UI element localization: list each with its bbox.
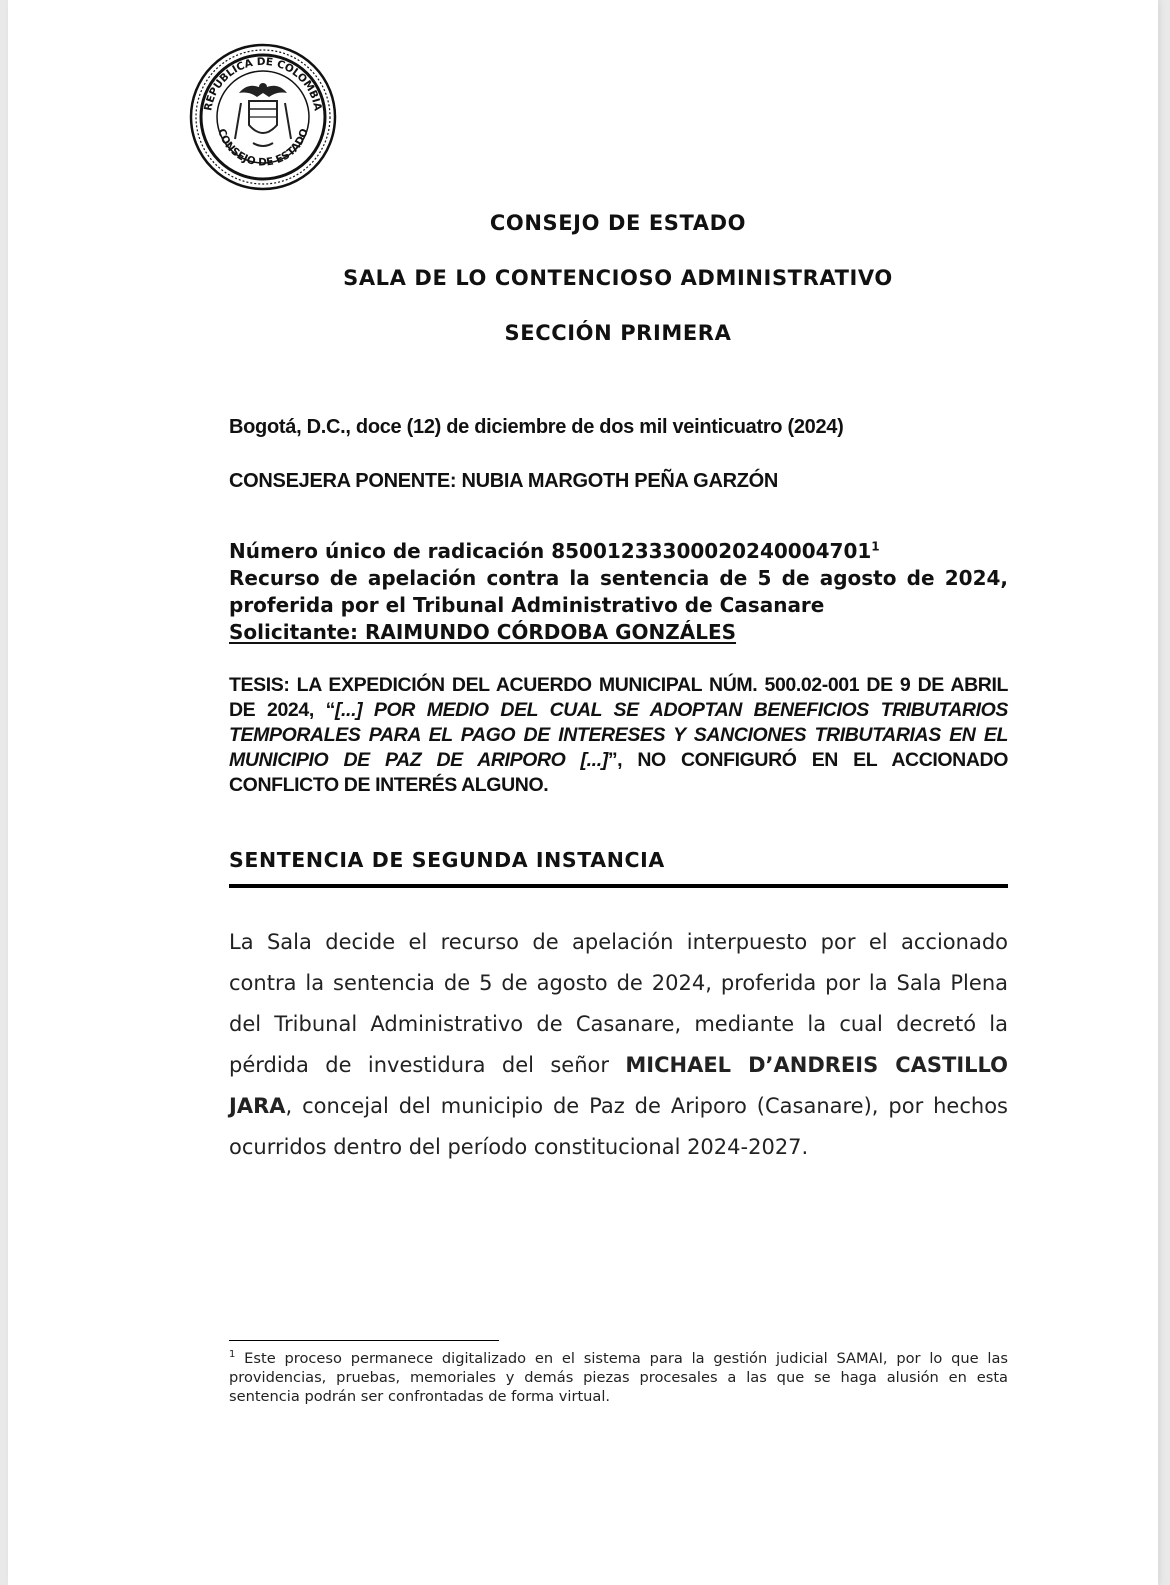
footnote-reference[interactable]: 1 [871, 539, 880, 554]
court-name-heading: CONSEJO DE ESTADO [489, 211, 747, 235]
document-page [8, 0, 1158, 1585]
svg-text:REPÚBLICA DE COLOMBIA: REPÚBLICA DE COLOMBIA [202, 55, 324, 112]
footnote-divider [229, 1340, 499, 1341]
svg-text:CONSEJO DE ESTADO: CONSEJO DE ESTADO [215, 127, 311, 169]
consejera-ponente: CONSEJERA PONENTE: NUBIA MARGOTH PEÑA GARZÓN [229, 470, 779, 492]
radicacion-block [229, 538, 1008, 646]
radicacion-number: Número único de radicación 85001233300020240004701$^1$ [229, 539, 880, 563]
chamber-heading: SALA DE LO CONTENCIOSO ADMINISTRATIVO [343, 266, 893, 290]
title-divider [229, 884, 1008, 888]
footnote: $^1$ Este proceso permanece digitalizado en el sistema para la gestión judicial SAMAI, por lo que las providencias, pruebas, memoriales y demás piezas procesales a las que se haga alusión en esta sentencia podrán ser confrontadas de forma virtual. [229, 1349, 1008, 1405]
date-line: Bogotá, D.C., doce (12) de diciembre de dos mil veinticuatro (2024) [229, 416, 844, 438]
body-paragraph: La Sala decide el recurso de apelación interpuesto por el accionado contra la sentencia de 5 de agosto de 2024, proferida por la Sala Plena del Tribunal Administrativo de Casanare, mediante la cual decretó la pérdida de investidura del señor MICHAEL D’ANDREIS CASTILLO JARA, concejal del municipio de Paz de Ariporo (Casanare), por hechos ocurridos dentro del período constitucional 2024-2027. [229, 930, 1009, 1159]
accionado-name: MICHAEL D’ANDREIS CASTILLO JARA [229, 1053, 1009, 1118]
sentencia-title: SENTENCIA DE SEGUNDA INSTANCIA [229, 848, 665, 872]
proferida-line: proferida por el Tribunal Administrativo de Casanare [229, 593, 825, 617]
tesis-paragraph: TESIS: LA EXPEDICIÓN DEL ACUERDO MUNICIPAL NÚM. 500.02-001 DE 9 DE ABRIL DE 2024, “[...] POR MEDIO DEL CUAL SE ADOPTAN BENEFICIOS TRIBUTARIOS TEMPORALES PARA EL PAGO DE INTERESES Y SANCIONES TRIBUTARIAS EN EL MUNICIPIO DE PAZ DE ARIPORO [...]”, NO CONFIGURÓ EN EL ACCIONADO CONFLICTO DE INTERÉS ALGUNO. [229, 674, 1008, 796]
solicitante-line: Solicitante: RAIMUNDO CÓRDOBA GONZÁLES [229, 620, 737, 644]
recurso-line: Recurso de apelación contra la sentencia de 5 de agosto de 2024, [229, 566, 1008, 590]
consejo-de-estado-seal-icon [189, 43, 337, 191]
section-heading: SECCIÓN PRIMERA [504, 321, 732, 345]
